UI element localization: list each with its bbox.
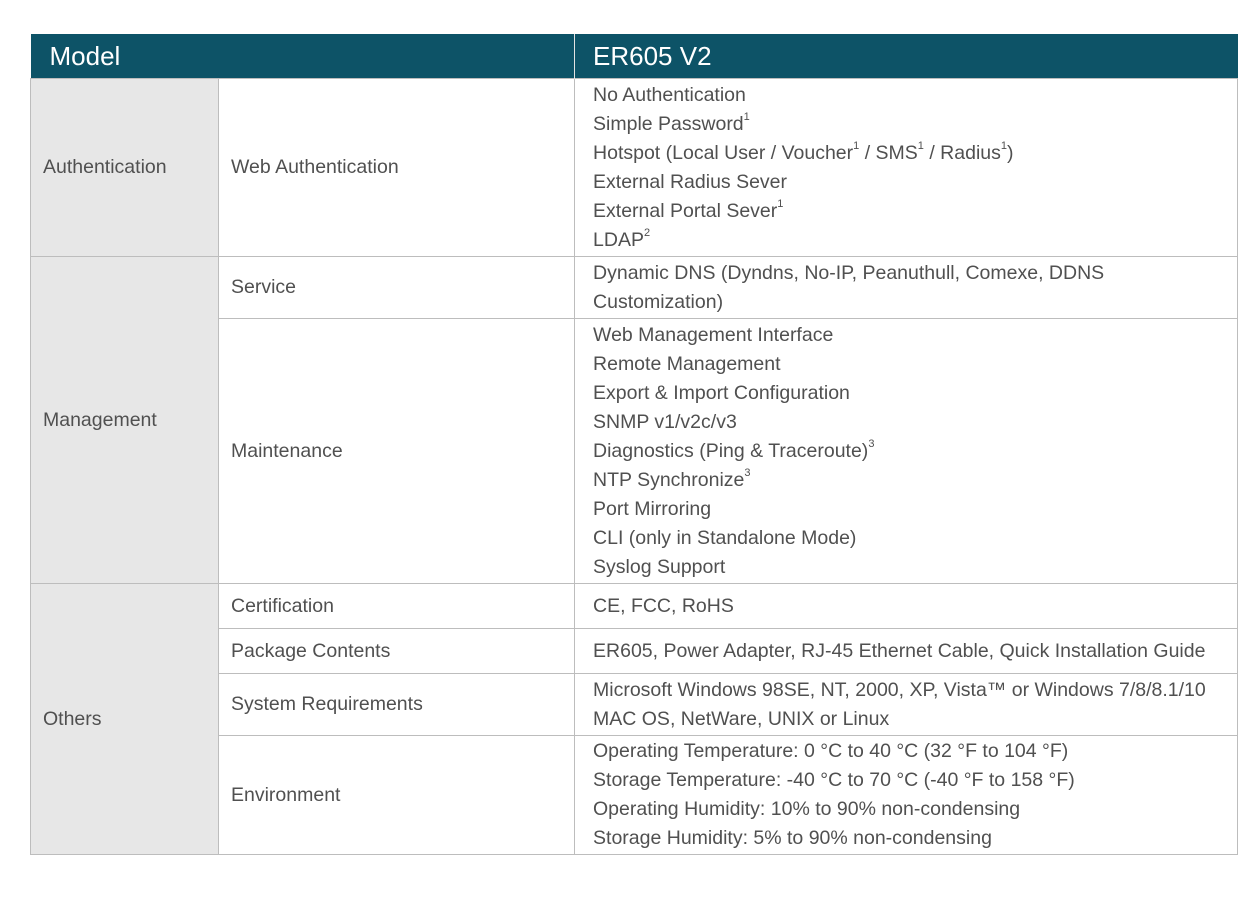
value-line: Dynamic DNS (Dyndns, No-IP, Peanuthull, Comexe, DDNS [593, 261, 1105, 284]
value-line: External Radius Sever [593, 170, 788, 193]
feature-service: Service [219, 257, 575, 319]
spec-table [30, 34, 1238, 855]
feature-web-authentication: Web Authentication [219, 79, 575, 257]
footnote-marker: 2 [643, 227, 651, 239]
value-line: No Authentication [593, 83, 746, 106]
footnote-marker: 3 [868, 438, 875, 450]
value-line: Operating Humidity: 10% to 90% non-condensing [593, 798, 1021, 820]
value-service [575, 257, 1238, 319]
feature-certification: Certification [219, 584, 575, 629]
value-package-contents: ER605, Power Adapter, RJ-45 Ethernet Cable, Quick Installation Guide [575, 629, 1238, 674]
value-line: Customization) [593, 290, 724, 313]
header-row [31, 34, 1238, 79]
table-row [31, 257, 1238, 319]
value-line: MAC OS, NetWare, UNIX or Linux [593, 707, 890, 730]
value-system-requirements [575, 674, 1238, 736]
value-line: Microsoft Windows 98SE, NT, 2000, XP, Vista™ or Windows 7/8/8.1/10 [593, 678, 1206, 701]
value-line: Storage Humidity: 5% to 90% non-condensing [593, 827, 992, 849]
table-row [31, 584, 1238, 629]
category-authentication: Authentication [31, 79, 219, 257]
category-others: Others [31, 584, 219, 855]
footnote-marker: 1 [917, 140, 924, 152]
footnote-marker: 1 [777, 198, 784, 210]
footnote-marker: 3 [744, 467, 751, 479]
value-line: Simple Password$^1$ [593, 111, 750, 135]
value-line: NTP Synchronize$^3$ [593, 467, 751, 491]
feature-system-requirements: System Requirements [219, 674, 575, 736]
model-value: ER605 V2 [575, 34, 1238, 79]
value-web-authentication [575, 79, 1238, 257]
category-management: Management [31, 257, 219, 584]
model-label: Model [31, 34, 575, 79]
value-line: Diagnostics (Ping & Traceroute)$^3$ [593, 438, 875, 462]
value-line-hotspot: Hotspot (Local User / Voucher$^1$ / SMS$^1$ / Radius$^1$) [593, 140, 1014, 164]
footnote-marker: 1 [743, 111, 750, 123]
value-line: Syslog Support [593, 555, 726, 578]
value-line: CLI (only in Standalone Mode) [593, 526, 857, 549]
value-line: Export & Import Configuration [593, 381, 850, 404]
value-line: Storage Temperature: -40 °C to 70 °C (-40 °F to 158 °F) [593, 769, 1075, 791]
value-line: External Portal Sever$^1$ [593, 198, 784, 222]
value-line: Web Management Interface [593, 323, 834, 346]
table-row [31, 79, 1238, 257]
value-environment [575, 736, 1238, 855]
feature-maintenance: Maintenance [219, 319, 575, 584]
footnote-marker: 1 [853, 140, 860, 152]
value-line: Port Mirroring [593, 497, 712, 520]
value-certification: CE, FCC, RoHS [575, 584, 1238, 629]
value-line: Operating Temperature: 0 °C to 40 °C (32 °F to 104 °F) [593, 740, 1069, 762]
value-maintenance [575, 319, 1238, 584]
value-line: Remote Management [593, 352, 781, 375]
feature-package-contents: Package Contents [219, 629, 575, 674]
footnote-marker: 1 [1000, 140, 1007, 152]
feature-environment: Environment [219, 736, 575, 855]
value-line: LDAP$^2$ [593, 227, 651, 251]
value-line: SNMP v1/v2c/v3 [593, 410, 737, 433]
